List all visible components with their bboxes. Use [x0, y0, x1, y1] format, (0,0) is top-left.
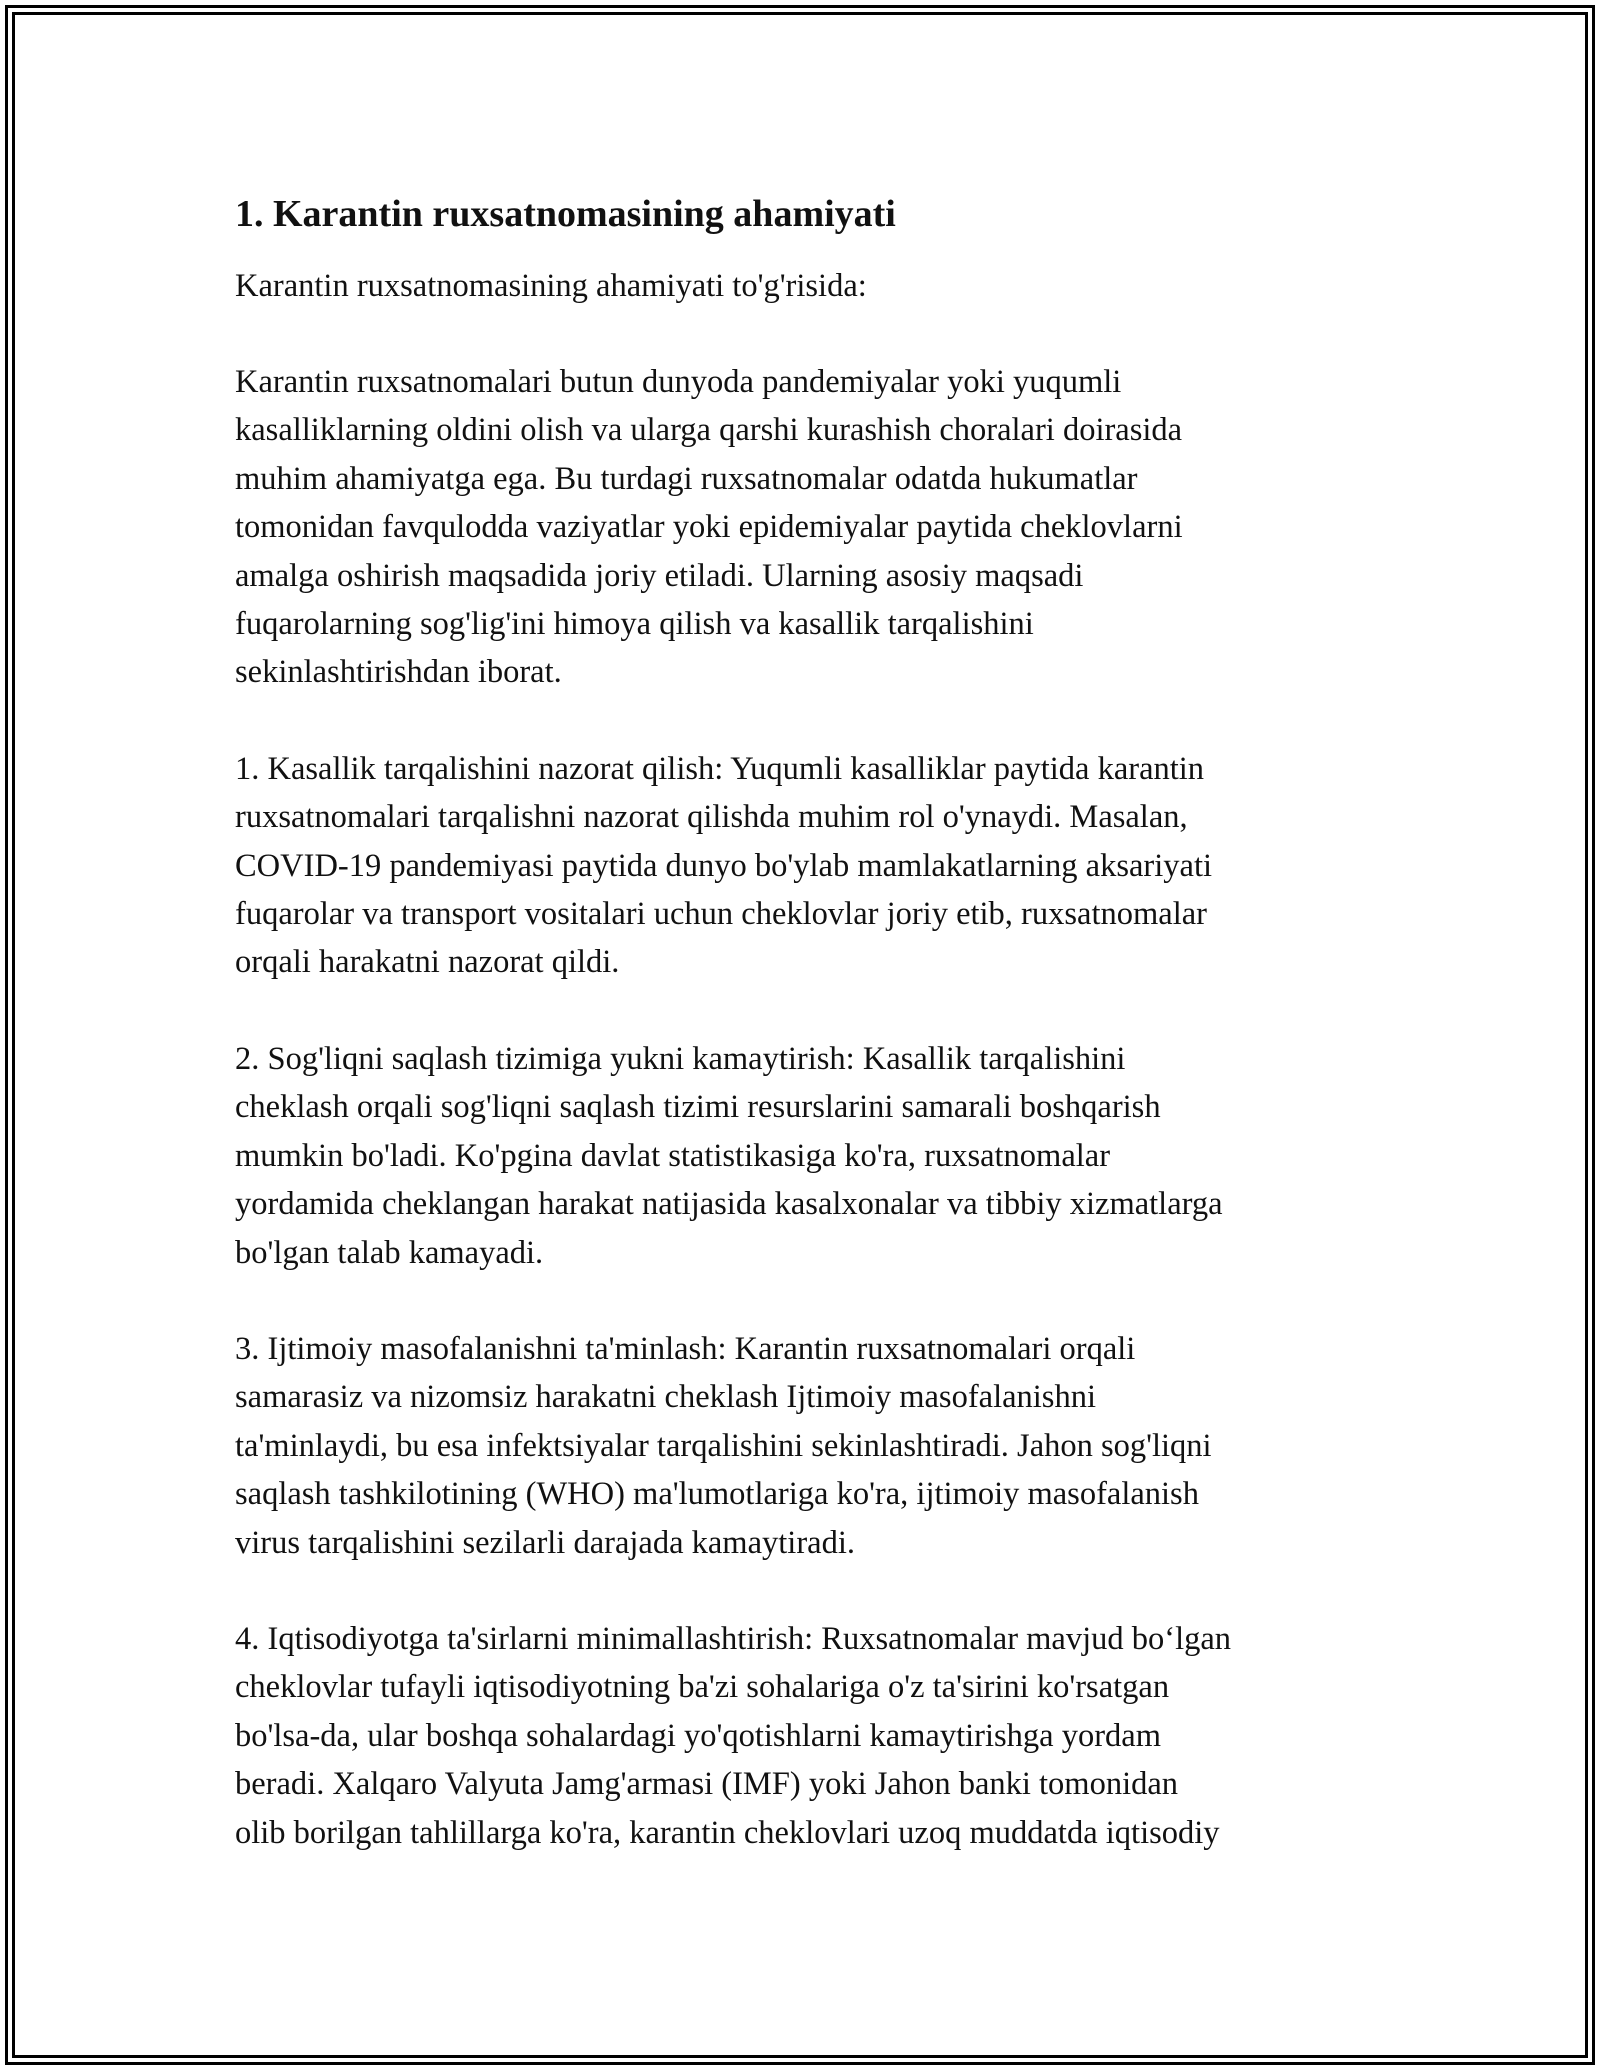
text-line: cheklovlar tufayli iqtisodiyotning ba'zi sohalariga o'z ta'sirini ko'rsatgan	[235, 1669, 1170, 1706]
text-line: beradi. Xalqaro Valyuta Jamg'armasi (IMF) yoki Jahon banki tomonidan	[235, 1766, 1179, 1803]
text-line: orqali harakatni nazorat qildi.	[235, 944, 620, 981]
text-line: 1. Kasallik tarqalishini nazorat qilish: Yuqumli kasalliklar paytida karantin	[235, 750, 1205, 787]
text-line: ta'minlaydi, bu esa infektsiyalar tarqalishini sekinlashtiradi. Jahon sog'liqni	[235, 1427, 1212, 1464]
paragraph-point-2	[235, 1035, 1395, 1277]
text-line: mumkin bo'ladi. Ko'pgina davlat statistikasiga ko'ra, ruxsatnomalar	[235, 1137, 1111, 1174]
intro-line: Karantin ruxsatnomasining ahamiyati to'g'risida:	[235, 268, 867, 304]
text-line: cheklash orqali sog'liqni saqlash tizimi resurslarini samarali boshqarish	[235, 1089, 1161, 1126]
document-body	[235, 190, 1395, 1857]
text-line: tomonidan favqulodda vaziyatlar yoki epidemiyalar paytida cheklovlarni	[235, 509, 1183, 546]
text-line: ruxsatnomalari tarqalishni nazorat qilishda muhim rol o'ynaydi. Masalan,	[235, 799, 1188, 836]
text-line: COVID-19 pandemiyasi paytida dunyo bo'ylab mamlakatlarning aksariyati	[235, 847, 1212, 884]
text-line: muhim ahamiyatga ega. Bu turdagi ruxsatnomalar odatda hukumatlar	[235, 460, 1138, 497]
document-title: 1. Karantin ruxsatnomasining ahamiyati	[235, 193, 896, 235]
text-line: bo'lsa-da, ular boshqa sohalardagi yo'qotishlarni kamaytirishga yordam	[235, 1717, 1161, 1754]
text-line: 4. Iqtisodiyotga ta'sirlarni minimallashtirish: Ruxsatnomalar mavjud bo‘lgan	[235, 1620, 1232, 1657]
text-line: virus tarqalishini sezilarli darajada kamaytiradi.	[235, 1524, 855, 1561]
paragraph-point-3	[235, 1325, 1395, 1567]
text-line: samarasiz va nizomsiz harakatni cheklash Ijtimoiy masofalanishni	[235, 1379, 1096, 1416]
text-line: yordamida cheklangan harakat natijasida kasalxonalar va tibbiy xizmatlarga	[235, 1186, 1223, 1223]
text-line: 3. Ijtimoiy masofalanishni ta'minlash: Karantin ruxsatnomalari orqali	[235, 1330, 1136, 1367]
text-line: fuqarolarning sog'lig'ini himoya qilish va kasallik tarqalishini	[235, 606, 1034, 643]
text-line: sekinlashtirishdan iborat.	[235, 654, 562, 691]
text-line: amalga oshirish maqsadida joriy etiladi. Ularning asosiy maqsadi	[235, 557, 1084, 594]
text-line: saqlash tashkilotining (WHO) ma'lumotlariga ko'ra, ijtimoiy masofalanish	[235, 1476, 1199, 1513]
paragraph-intro	[235, 358, 1395, 697]
text-line: 2. Sog'liqni saqlash tizimiga yukni kamaytirish: Kasallik tarqalishini	[235, 1040, 1126, 1077]
text-line: kasalliklarning oldini olish va ularga qarshi kurashish choralari doirasida	[235, 412, 1183, 449]
text-line: Karantin ruxsatnomalari butun dunyoda pandemiyalar yoki yuqumli	[235, 364, 1122, 400]
text-line: olib borilgan tahlillarga ko'ra, karantin cheklovlari uzoq muddatda iqtisodiy	[235, 1814, 1220, 1851]
text-line: bo'lgan talab kamayadi.	[235, 1234, 544, 1271]
paragraph-point-4	[235, 1615, 1395, 1857]
paragraph-point-1	[235, 745, 1395, 987]
text-line: fuqarolar va transport vositalari uchun cheklovlar joriy etib, ruxsatnomalar	[235, 896, 1207, 933]
